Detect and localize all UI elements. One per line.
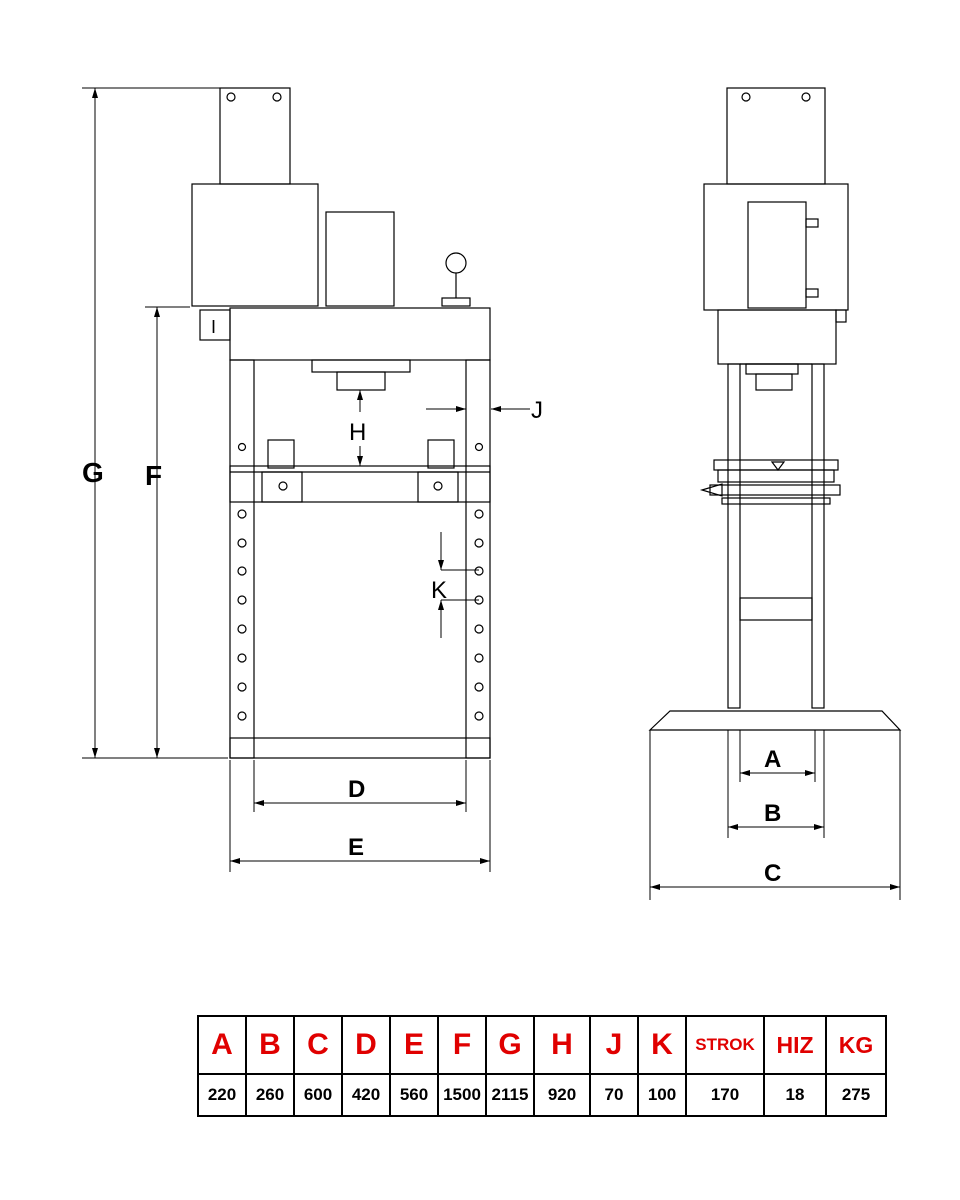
header-cell: G — [486, 1016, 534, 1074]
header-cell: HIZ — [764, 1016, 826, 1074]
column-hole — [238, 510, 246, 518]
column-hole — [238, 683, 246, 691]
table-header-row — [198, 1016, 886, 1074]
value-cell: 560 — [390, 1074, 438, 1116]
header-cell: B — [246, 1016, 294, 1074]
column-hole — [475, 712, 483, 720]
column-hole — [238, 654, 246, 662]
label-i: I — [211, 317, 217, 337]
column-hole — [238, 625, 246, 633]
header-cell: KG — [826, 1016, 886, 1074]
header-cell: K — [638, 1016, 686, 1074]
header-cell: A — [198, 1016, 246, 1074]
value-cell: 220 — [198, 1074, 246, 1116]
column-hole — [475, 683, 483, 691]
column-hole — [238, 712, 246, 720]
label-b: B — [764, 800, 782, 827]
value-cell: 260 — [246, 1074, 294, 1116]
value-cell: 170 — [686, 1074, 764, 1116]
value-cell: 1500 — [438, 1074, 486, 1116]
front-view — [192, 88, 490, 758]
label-k: K — [431, 577, 448, 604]
spec-table — [197, 1015, 887, 1117]
label-j: J — [531, 397, 543, 424]
value-cell: 100 — [638, 1074, 686, 1116]
column-hole — [475, 539, 483, 547]
column-hole — [238, 539, 246, 547]
column-hole — [475, 567, 483, 575]
label-f: F — [145, 460, 163, 491]
label-d: D — [348, 776, 366, 803]
value-cell: 275 — [826, 1074, 886, 1116]
table-values-row — [198, 1074, 886, 1116]
label-e: E — [348, 834, 365, 861]
value-cell: 920 — [534, 1074, 590, 1116]
column-hole — [238, 596, 246, 604]
column-hole — [238, 567, 246, 575]
header-cell: D — [342, 1016, 390, 1074]
column-hole — [475, 654, 483, 662]
label-a: A — [764, 746, 782, 773]
header-cell: C — [294, 1016, 342, 1074]
header-cell: F — [438, 1016, 486, 1074]
column-hole — [475, 625, 483, 633]
side-view — [650, 88, 900, 730]
value-cell: 70 — [590, 1074, 638, 1116]
header-cell: J — [590, 1016, 638, 1074]
header-cell: E — [390, 1016, 438, 1074]
label-g: G — [82, 457, 104, 488]
value-cell: 600 — [294, 1074, 342, 1116]
label-c: C — [764, 860, 782, 887]
header-cell: H — [534, 1016, 590, 1074]
label-h: H — [349, 419, 367, 446]
header-cell: STROK — [686, 1016, 764, 1074]
value-cell: 420 — [342, 1074, 390, 1116]
value-cell: 18 — [764, 1074, 826, 1116]
column-hole — [475, 510, 483, 518]
value-cell: 2115 — [486, 1074, 534, 1116]
